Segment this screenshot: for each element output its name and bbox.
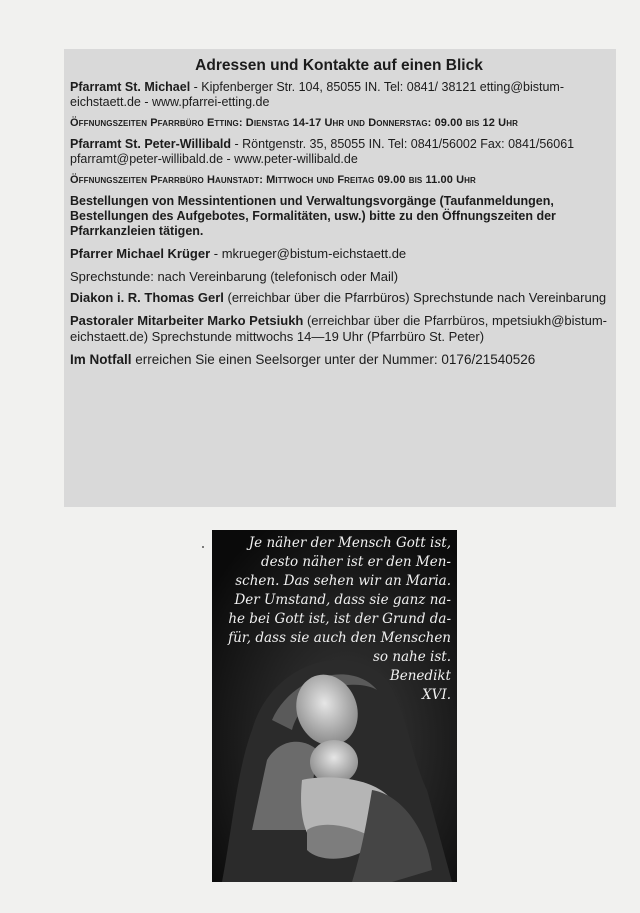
office-hours-haunstadt: Öffnungszeiten Pfarrbüro Haunstadt: Mittwoch und Freitag 09.00 bis 11.00 Uhr [70, 174, 476, 186]
quote-text [212, 534, 451, 705]
madonna-quote-card [212, 530, 457, 882]
pastor-name: Pfarrer Michael Krüger [70, 246, 211, 261]
parish-peter-name: Pfarramt St. Peter-Willibald [70, 137, 232, 151]
box-title: Adressen und Kontakte auf einen Blick [195, 57, 483, 74]
quote-line: Der Umstand, dass sie ganz na- [234, 592, 451, 608]
contact-info-box [64, 49, 616, 507]
pastor-contact [70, 246, 608, 262]
pastor-email: - mkrueger@bistum-eichstaett.de [210, 246, 407, 261]
office-hours-etting: Öffnungszeiten Pfarrbüro Etting: Dienstag 14-17 Uhr und Donnerstag: 09.00 bis 12 Uhr [70, 117, 518, 129]
deacon-details: (erreichbar über die Pfarrbüros) Sprechstunde nach Vereinbarung [223, 290, 607, 305]
pastoral-worker-details: (erreichbar über die Pfarrbüros, mpetsiukh@bistum-eichstaett.de) Sprechstunde mittwochs 14—19 Uhr (Pfarrbüro St. Peter) [70, 313, 608, 344]
quote-line: Je näher der Mensch Gott ist, [248, 535, 451, 551]
speck-dot [202, 546, 204, 548]
quote-line: für, dass sie auch den Menschen [228, 630, 451, 646]
parish-peter-details: - Röntgenstr. 35, 85055 IN. Tel: 0841/56002 Fax: 0841/56061 pfarramt@peter-willibald.de - www.peter-willibald.de [70, 137, 575, 166]
quote-line: so nahe ist. [372, 649, 451, 665]
quote-line: schen. Das sehen wir an Maria. [235, 573, 451, 589]
parish-michael-details: - Kipfenberger Str. 104, 85055 IN. Tel: 0841/ 38121 etting@bistum-eichstaett.de - www.pfarrei-etting.de [70, 80, 564, 109]
deacon-name: Diakon i. R. Thomas Gerl [70, 290, 224, 305]
deacon-contact [70, 290, 608, 306]
parish-michael-name: Pfarramt St. Michael [70, 80, 191, 94]
parish-office-peter [70, 137, 608, 167]
emergency-number: erreichen Sie einen Seelsorger unter der Nummer: 0176/21540526 [131, 352, 536, 367]
quote-author: XVI. [422, 687, 451, 703]
quote-author: Benedikt [389, 668, 451, 684]
emergency-label: Im Notfall [70, 352, 132, 367]
pastoral-worker-name: Pastoraler Mitarbeiter Marko Petsiukh [70, 313, 304, 328]
parish-office-michael [70, 80, 608, 110]
quote-line: desto näher ist er den Men- [261, 554, 451, 570]
orders-note: Bestellungen von Messintentionen und Verwaltungsvorgänge (Taufanmeldungen, Bestellungen des Aufgebotes, Formalitäten, usw.) bitte zu den Öffnungszeiten der Pfarrkanzleien tätigen. [70, 194, 556, 238]
emergency-contact [70, 352, 608, 368]
pastoral-worker-contact [70, 313, 608, 345]
quote-line: he bei Gott ist, ist der Grund da- [228, 611, 451, 627]
pastor-office-hours: Sprechstunde: nach Vereinbarung (telefonisch oder Mail) [70, 269, 399, 284]
